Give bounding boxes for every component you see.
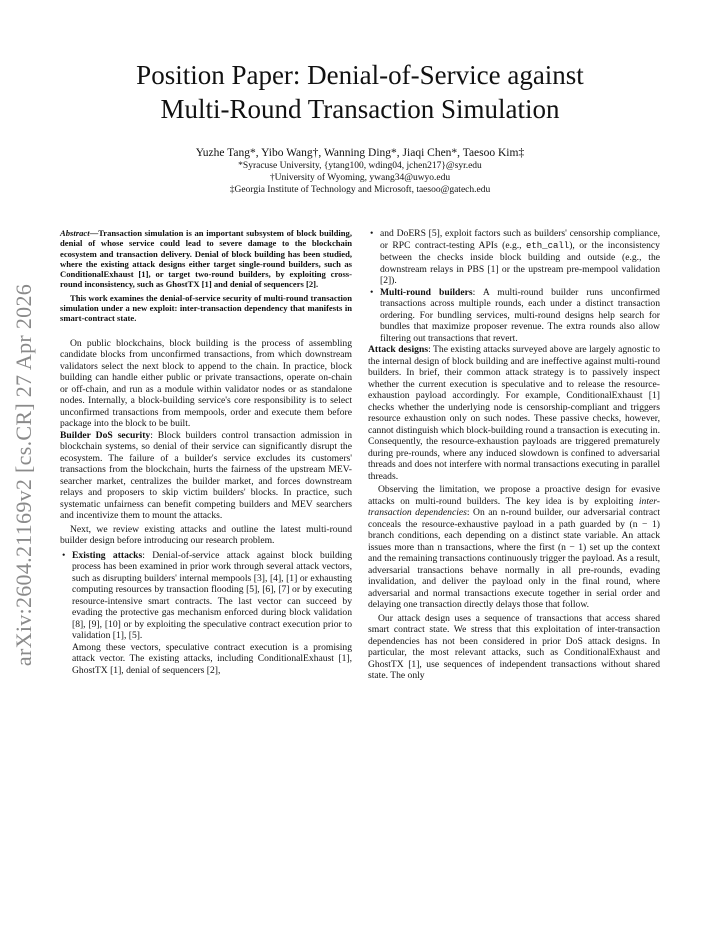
existing-attacks-heading: Existing attacks bbox=[72, 549, 143, 561]
bullet-list-left bbox=[60, 550, 352, 677]
continued-text-a: and DoERS [5], exploit factors such as builders' censorship compliance, or RPC contract-testing APIs (e.g., bbox=[380, 228, 660, 251]
abstract-paragraph-1 bbox=[60, 228, 352, 290]
existing-attacks-item bbox=[72, 550, 352, 677]
author-names: Yuzhe Tang*, Yibo Wang†, Wanning Ding*, Jiaqi Chen*, Taesoo Kim‡ bbox=[195, 147, 525, 159]
arxiv-identifier: arXiv:2604.21169v2 [cs.CR] 27 Apr 2026 bbox=[11, 283, 36, 667]
observing-paragraph bbox=[368, 484, 660, 611]
observing-emphasis: inter-transaction dependencies bbox=[368, 495, 660, 518]
builder-dos-text: : Block builders control transaction admission in blockchain systems, so denial of their service can significantly disrupt the ecosystem. The failure of a builder's service excludes its customers' transactions from the blockchain, hurts the fairness of the upstream MEV-searcher market, centralizes the builder market, and forces downstream relays and proposers to skip victim builders' blocks. In practice, such systematic unfairness can benefit competing builders and MEV searchers and incentivize them to mount the attacks. bbox=[60, 429, 352, 522]
bullet-list-right bbox=[368, 228, 660, 344]
abstract-label: Abstract bbox=[60, 228, 90, 238]
paper-title bbox=[60, 58, 660, 126]
right-column bbox=[368, 228, 660, 682]
author-block bbox=[60, 146, 660, 196]
builder-dos-heading: Builder DoS security bbox=[60, 429, 151, 441]
attack-designs-text: : The existing attacks surveyed above are largely agnostic to the internal design of block building and are ineffective against multi-round builders. In brief, their common attack strategy is to passively inspect whether the current execution is speculative and to release the resource-exhaustion payload accordingly. For example, ConditionalExhaust [1] checks whether the underlying node is censorship-compliant and triggers resource exhaustion only on such nodes. These passive checks, however, cannot distinguish which block-building round a transaction is executing in. Consequently, the resource-exhaustion payloads are triggered prematurely during pre-rounds, where any induced slowdown is confined to adversarial threads and does not interfere with normal transactions executing in parallel threads. bbox=[368, 344, 661, 482]
affiliation-georgia-tech: ‡Georgia Institute of Technology and Microsoft, taesoo@gatech.edu bbox=[229, 185, 491, 195]
attack-designs-paragraph bbox=[368, 344, 660, 482]
arxiv-identifier-sidebar bbox=[10, 255, 38, 695]
affiliation-syracuse: *Syracuse University, {ytang100, wding04, jchen217}@syr.edu bbox=[238, 161, 482, 171]
title-line-2: Multi-Round Transaction Simulation bbox=[160, 94, 560, 124]
affiliation-wyoming: †University of Wyoming, ywang34@uwyo.edu bbox=[269, 173, 451, 183]
review-paragraph: Next, we review existing attacks and outline the latest multi-round builder design before introducing our research problem. bbox=[60, 523, 352, 547]
existing-attacks-text: : Denial-of-service attack against block building process has been examined in prior work through several attack vectors, such as disrupting builders' internal mempools [3], [4], [1] or exhausting computing resources by transaction flooding [5], [6], [7] or by executing resource-intensive smart contracts. The last vector can succeed by evading the protective gas mechanism enforced during block validation [8], [9], [10] or by exploiting the speculative contract execution prior to validation [1], [5]. bbox=[72, 549, 353, 642]
final-paragraph: Our attack design uses a sequence of transactions that access shared smart contract state. We stress that this exploitation of inter-transaction dependencies has not been considered in prior DoS attack designs. In particular, the most relevant attacks, such as ConditionalExhaust and GhostTX [1], use sequences of independent transactions without shared state. The only bbox=[368, 612, 660, 681]
title-line-1: Position Paper: Denial-of-Service against bbox=[136, 60, 584, 90]
attack-designs-heading: Attack designs bbox=[368, 344, 429, 355]
observing-text-b: : On an n-round builder, our adversarial contract conceals the resource-exhaustive payload in a path guarded by (n − 1) branch conditions, each depending on a distinct state variable. An attack issues more than n transactions, where the first (n − 1) set up the context and the remaining transactions continuously trigger the payload. As a result, adversarial transactions behave normally in all pre-rounds, evading invalidation, and deliver the payload only in the final round, where adversarial and normal transactions execute together in serial order and delaying one transaction directly delays those that follow. bbox=[368, 507, 661, 610]
builder-dos-paragraph bbox=[60, 430, 352, 522]
multi-round-text: : A multi-round builder runs unconfirmed transactions across multiple rounds, each under a distinct transaction ordering. For bundling services, multi-round designs help search for bundles that maximize proposer revenue. The extra rounds also allow filtering out transactions that revert. bbox=[380, 286, 660, 344]
multi-round-builders-item bbox=[380, 287, 660, 345]
left-column bbox=[60, 228, 352, 676]
abstract-paragraph-2: This work examines the denial-of-service security of multi-round transaction simulation under a new exploit: inter-transaction dependency that manifests in smart-contract state. bbox=[60, 292, 352, 324]
observing-text-a: Observing the limitation, we propose a proactive design for evasive attacks on multi-round builders. The key idea is by exploiting bbox=[368, 484, 660, 507]
continued-item bbox=[380, 228, 660, 287]
existing-attacks-text-2: Among these vectors, speculative contract execution is a promising attack vector. The existing attacks, including ConditionalExhaust [1], GhostTX [1], denial of sequencers [2], bbox=[72, 641, 352, 676]
multi-round-heading: Multi-round builders bbox=[380, 286, 473, 298]
continued-text-b: ), or the inconsistency between the checks inside block building and outside (e.g., the downstream relays in PBS [1] or the upstream pre-mempool validation [2]). bbox=[380, 239, 660, 286]
intro-paragraph: On public blockchains, block building is the process of assembling candidate blocks from unconfirmed transactions, from which downstream validators select the next block to append to the chain. In practice, block building can handle either public or private transactions, operate on-chain or off-chain, and run as a module within validator nodes or as standalone nodes. Internally, a block-building service's core responsibility is to select unconfirmed transactions from mempools, order and execute them before package into the block to be built. bbox=[60, 337, 352, 430]
eth-call-code: eth_call bbox=[525, 240, 570, 251]
abstract-text-1: —Transaction simulation is an important subsystem of block building, denial of whose service could lead to severe damage to the blockchain ecosystem and transaction delivery. Denial of block building has been studied, where the existing attack designs either target single-round builders, such as ConditionalExhaust [1], or target two-round builders, by exploiting cross-round inconsistency, such as GhostTX [1] and denial of sequencers [2]. bbox=[60, 228, 352, 290]
